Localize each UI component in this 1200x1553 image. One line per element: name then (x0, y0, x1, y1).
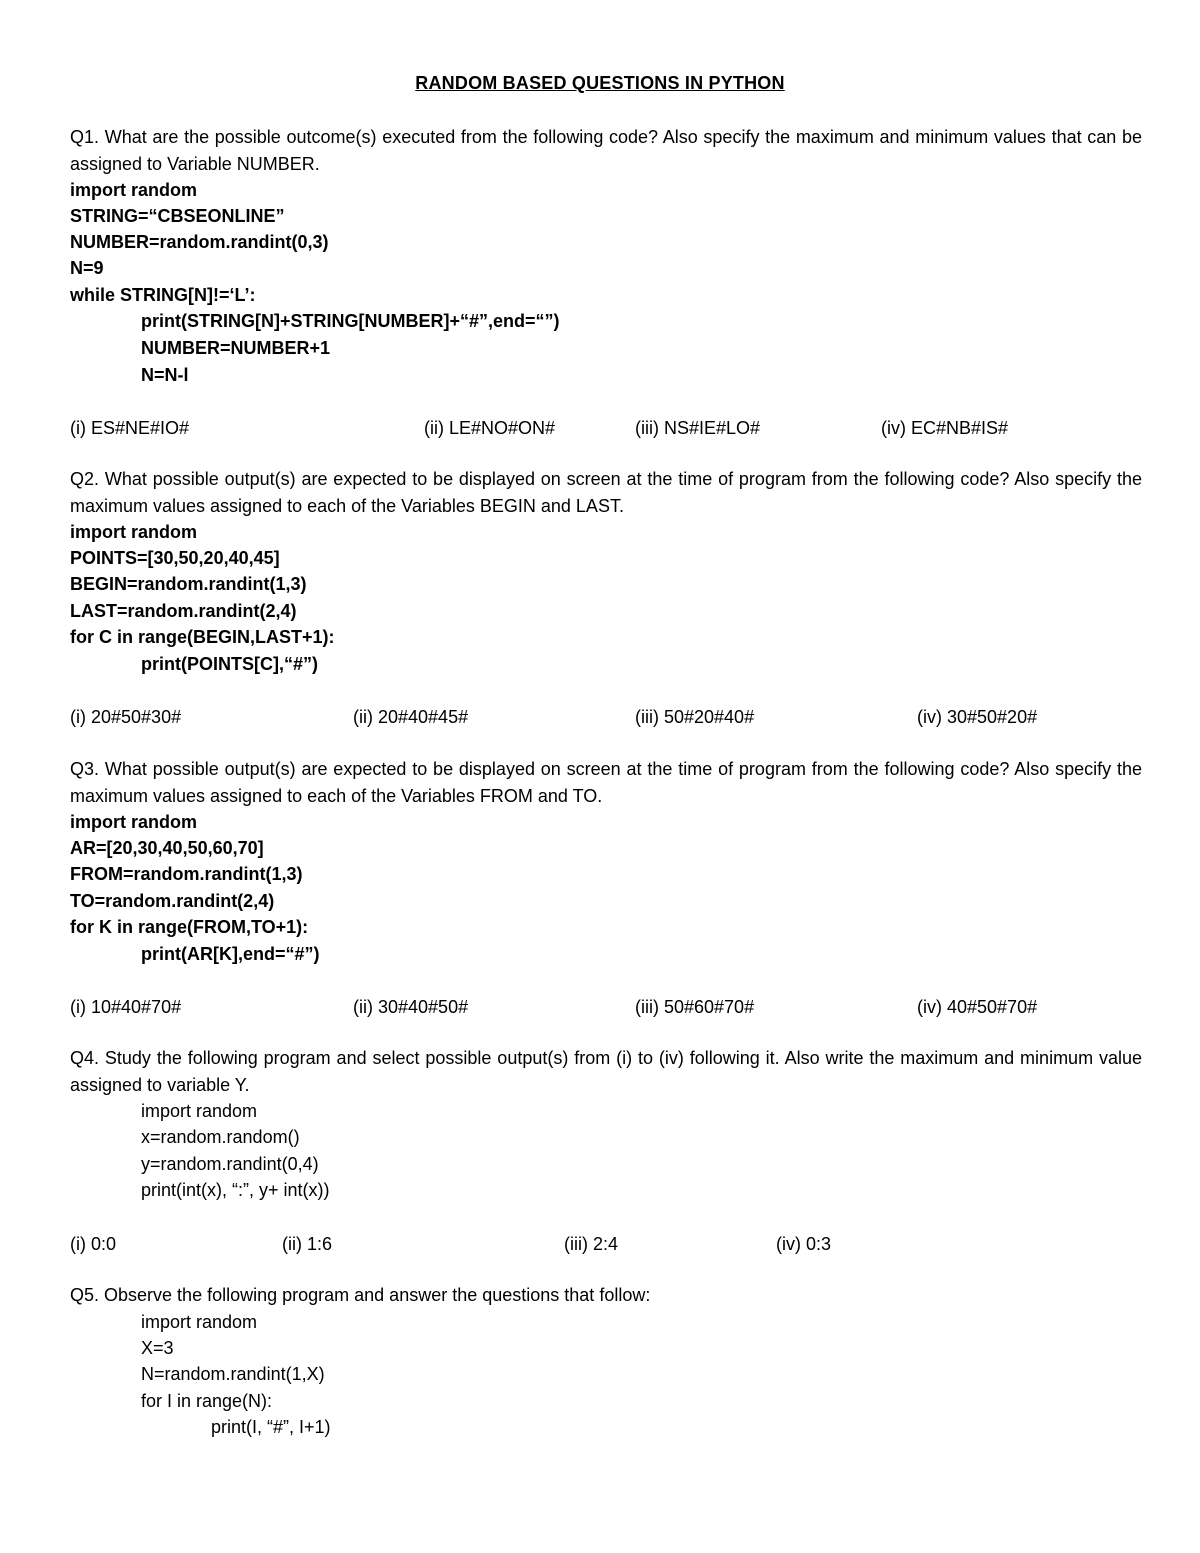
q4-option-1: (i) 0:0 (70, 1234, 117, 1254)
q2-code-line-6: print(POINTS[C],“#”) (141, 654, 318, 674)
q5-code-line-1: import random (141, 1312, 258, 1332)
q5-code-line-3: N=random.randint(1,X) (141, 1364, 325, 1384)
q1-code-line-6: print(STRING[N]+STRING[NUMBER]+“#”,end=“”) (141, 311, 560, 331)
question-5-text (70, 1282, 650, 1308)
q3-option-3: (iii) 50#60#70# (635, 997, 755, 1017)
question-5-label: Q5. (70, 1285, 100, 1305)
q2-option-1: (i) 20#50#30# (70, 707, 182, 727)
q5-code-line-5: print(I, “#”, I+1) (211, 1417, 331, 1437)
q2-option-2: (ii) 20#40#45# (353, 707, 469, 727)
q3-code-line-4: TO=random.randint(2,4) (70, 891, 275, 911)
q4-option-3: (iii) 2:4 (564, 1234, 619, 1254)
q1-option-3: (iii) NS#IE#LO# (635, 418, 761, 438)
q1-option-4: (iv) EC#NB#IS# (881, 418, 1009, 438)
q1-code-line-1: import random (70, 180, 198, 200)
question-3-text (70, 756, 1142, 809)
q2-code-line-2: POINTS=[30,50,20,40,45] (70, 548, 280, 568)
question-2-body: What possible output(s) are expected to be displayed on screen at the time of program from the following code? Also specify the maximum values assigned to each of the Variables BEGIN and LAST. (70, 469, 1142, 516)
q2-option-3: (iii) 50#20#40# (635, 707, 755, 727)
q3-code-line-3: FROM=random.randint(1,3) (70, 864, 303, 884)
q4-code-line-2: x=random.random() (141, 1127, 300, 1147)
question-2-label: Q2. (70, 469, 100, 489)
question-4-label: Q4. (70, 1048, 100, 1068)
q3-code-line-5: for K in range(FROM,TO+1): (70, 917, 309, 937)
q4-code-line-4: print(int(x), “:”, y+ int(x)) (141, 1180, 330, 1200)
q1-option-2: (ii) LE#NO#ON# (424, 418, 556, 438)
q5-code-line-2: X=3 (141, 1338, 174, 1358)
q3-code-line-1: import random (70, 812, 198, 832)
question-4-text (70, 1045, 1142, 1098)
q2-code-line-4: LAST=random.randint(2,4) (70, 601, 297, 621)
question-5-body: Observe the following program and answer the questions that follow: (104, 1285, 651, 1305)
q2-code-line-3: BEGIN=random.randint(1,3) (70, 574, 307, 594)
question-3-label: Q3. (70, 759, 100, 779)
question-3-body: What possible output(s) are expected to be displayed on screen at the time of program from the following code? Also specify the maximum values assigned to each of the Variables FROM and TO. (70, 759, 1142, 806)
q1-code-line-2: STRING=“CBSEONLINE” (70, 206, 285, 226)
question-1-label: Q1. (70, 127, 100, 147)
q1-code-line-3: NUMBER=random.randint(0,3) (70, 232, 329, 252)
page-title: RANDOM BASED QUESTIONS IN PYTHON (415, 73, 785, 93)
q4-code-line-1: import random (141, 1101, 258, 1121)
q1-code-line-5: while STRING[N]!=‘L’: (70, 285, 256, 305)
q3-option-1: (i) 10#40#70# (70, 997, 182, 1017)
question-4-body: Study the following program and select possible output(s) from (i) to (iv) following it. Also write the maximum and minimum value assigned to variable Y. (70, 1048, 1142, 1095)
q3-code-line-2: AR=[20,30,40,50,60,70] (70, 838, 264, 858)
q5-code-line-4: for I in range(N): (141, 1391, 273, 1411)
question-1-text (70, 124, 1142, 177)
question-2-text (70, 466, 1142, 519)
q4-code-line-3: y=random.randint(0,4) (141, 1154, 319, 1174)
q2-option-4: (iv) 30#50#20# (917, 707, 1038, 727)
q1-code-line-7: NUMBER=NUMBER+1 (141, 338, 331, 358)
q4-option-2: (ii) 1:6 (282, 1234, 333, 1254)
question-1-body: What are the possible outcome(s) executed from the following code? Also specify the maximum and minimum values that can be assigned to Variable NUMBER. (70, 127, 1142, 174)
q1-code-line-4: N=9 (70, 258, 104, 278)
q1-code-line-8: N=N-l (141, 365, 189, 385)
q2-code-line-5: for C in range(BEGIN,LAST+1): (70, 627, 335, 647)
q3-option-2: (ii) 30#40#50# (353, 997, 469, 1017)
q1-option-1: (i) ES#NE#IO# (70, 418, 190, 438)
q3-option-4: (iv) 40#50#70# (917, 997, 1038, 1017)
q4-option-4: (iv) 0:3 (776, 1234, 832, 1254)
q3-code-line-6: print(AR[K],end=“#”) (141, 944, 320, 964)
q2-code-line-1: import random (70, 522, 198, 542)
